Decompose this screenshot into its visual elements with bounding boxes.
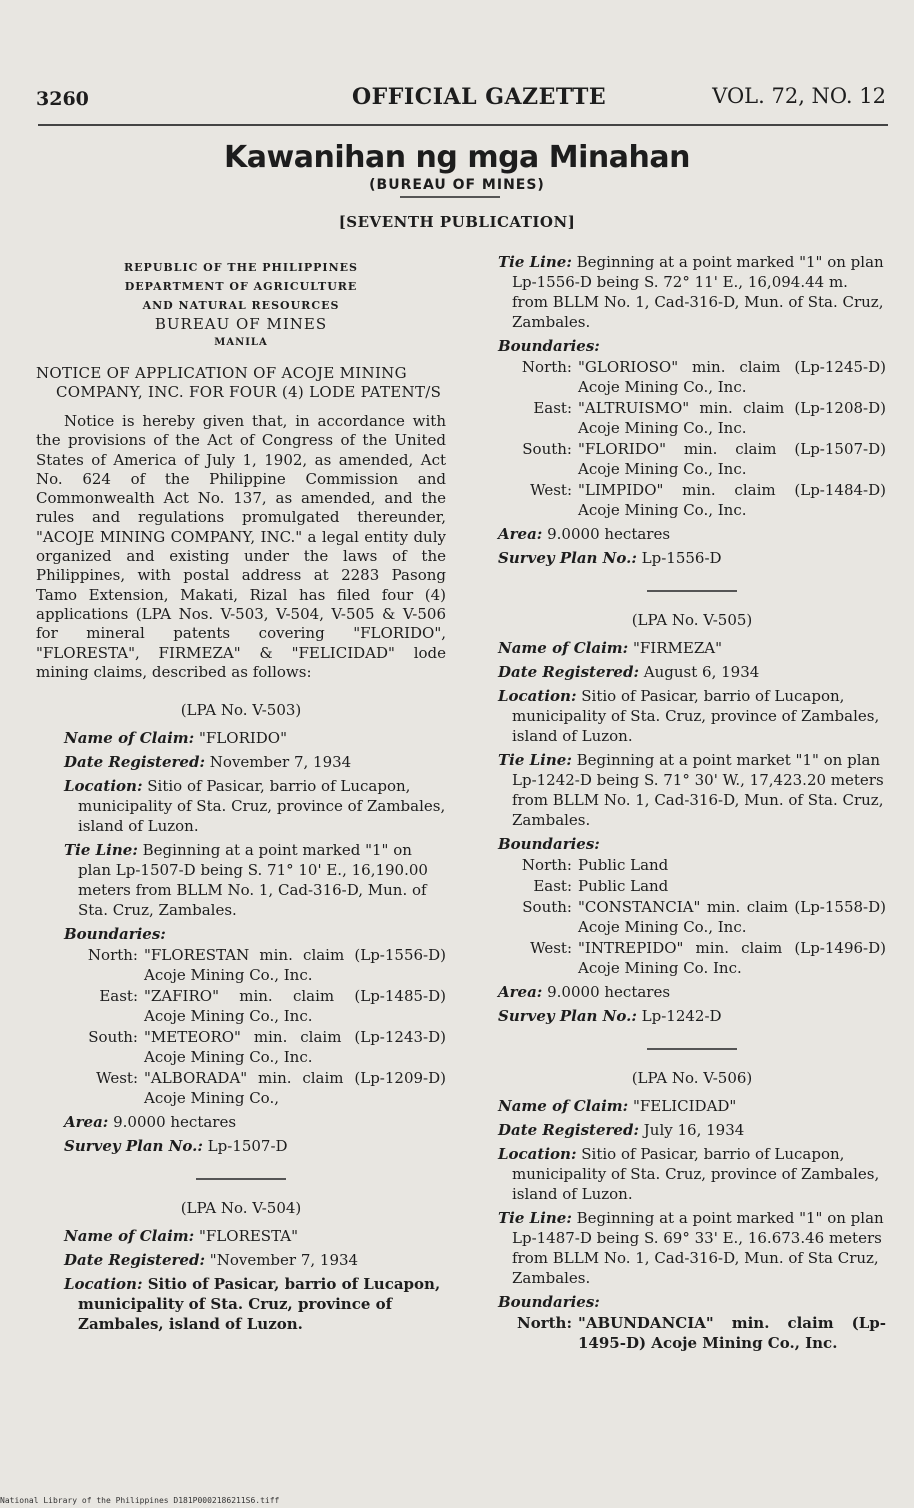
agency-line-5: MANILA [214, 337, 268, 348]
lpa-506-block [498, 1096, 886, 1353]
publication-title: OFFICIAL GAZETTE [352, 84, 607, 110]
lpa-505-name: Name of Claim: "FIRMEZA" [498, 639, 722, 657]
lpa-504-survey-plan: Survey Plan No.: Lp-1556-D [498, 549, 722, 567]
lpa-504-name: Name of Claim: "FLORESTA" [64, 1227, 299, 1246]
lpa-503-date: Date Registered: November 7, 1934 [64, 753, 352, 772]
lpa-503-east: East: "ZAFIRO" min. claim (Lp-1485-D) Acoje Mining Co., Inc. [99, 987, 446, 1026]
lpa-503-boundaries-label: Boundaries: [64, 925, 166, 944]
lpa-503-location: Location: Sitio of Pasicar, barrio of Lucapon, municipality of Sta. Cruz, province of Zambales, island of Luzon. [64, 777, 446, 836]
left-column [36, 258, 446, 1334]
lpa-504-north: North: "GLORIOSO" min. claim (Lp-1245-D) Acoje Mining Co., Inc. [521, 358, 886, 396]
section-divider [196, 1178, 286, 1180]
lpa-503-tie-line: Tie Line: Beginning at a point marked "1" on plan Lp-1507-D being S. 71° 10' E., 16,190.00 meters from BLLM No. 1, Cad-316-D, Mun. of Sta. Cruz, Zambales. [64, 841, 428, 920]
page-number: 3260 [36, 88, 89, 110]
lpa-504-east: East: "ALTRUISMO" min. claim (Lp-1208-D) Acoje Mining Co., Inc. [533, 399, 886, 437]
lpa-505-west: West: "INTREPIDO" min. claim (Lp-1496-D) Acoje Mining Co. Inc. [530, 939, 886, 977]
lpa-503-heading: (LPA No. V-503) [180, 701, 302, 720]
lpa-505-date: Date Registered: August 6, 1934 [498, 663, 760, 681]
lpa-504-tie-line: Tie Line: Beginning at a point marked "1" on plan Lp-1556-D being S. 72° 11' E., 16,094.44 m. from BLLM No. 1, Cad-316-D, Mun. of Sta. Cruz, Zambales. [498, 253, 884, 331]
lpa-504-continued [498, 252, 886, 568]
lpa-505-area: Area: 9.0000 hectares [498, 983, 671, 1001]
lpa-503-north: North: "FLORESTAN min. claim (Lp-1556-D) Acoje Mining Co., Inc. [87, 946, 446, 985]
lpa-504-boundaries-label: Boundaries: [498, 337, 600, 355]
right-column [498, 248, 886, 1353]
lpa-504-date: Date Registered: "November 7, 1934 [64, 1251, 359, 1270]
lpa-503-block [36, 728, 446, 1156]
lpa-503-south: South: "METEORO" min. claim (Lp-1243-D) Acoje Mining Co., Inc. [88, 1028, 446, 1067]
bureau-title: Kawanihan ng mga Minahan [224, 140, 690, 175]
lpa-503-name: Name of Claim: "FLORIDO" [64, 729, 288, 748]
agency-line-2: DEPARTMENT OF AGRICULTURE [124, 280, 358, 293]
agency-line-1: REPUBLIC OF THE PHILIPPINES [124, 261, 358, 274]
lpa-506-name: Name of Claim: "FELICIDAD" [498, 1097, 737, 1115]
volume-number: VOL. 72, NO. 12 [712, 84, 886, 108]
agency-line-4: BUREAU OF MINES [154, 315, 328, 333]
lpa-503-area: Area: 9.0000 hectares [64, 1113, 237, 1132]
lpa-506-date: Date Registered: July 16, 1934 [498, 1121, 745, 1139]
lpa-506-tie-line: Tie Line: Beginning at a point marked "1" on plan Lp-1487-D being S. 69° 33' E., 16.673.46 meters from BLLM No. 1, Cad-316-D, Mun. of Sta Cruz, Zambales. [498, 1209, 884, 1287]
running-head [36, 84, 886, 114]
lpa-505-north: North: Public Land [521, 856, 669, 874]
lpa-506-location: Location: Sitio of Pasicar, barrio of Lucapon, municipality of Sta. Cruz, province of Zambales, island of Luzon. [498, 1145, 880, 1203]
lpa-505-heading: (LPA No. V-505) [631, 611, 753, 629]
notice-body: Notice is hereby given that, in accordance with the provisions of the Act of Congress of the United States of America of July 1, 1902, as amended, Act No. 624 of the Philippine Commission and Commonwealth Act No. 137, as amended, and the rules and regulations promulgated thereunder, "ACOJE MINING COMPANY, INC." a legal entity duly organized and existing under the laws of the Philippines, with postal address at 2283 Pasong Tamo Extension, Makati, Rizal has filed four (4) applications (LPA Nos. V-503, V-504, V-505 & V-506 for mineral patents covering "FLORIDO", "FLORESTA", FIRMEZA" & "FELICIDAD" lode mining claims, described as follows: [36, 412, 446, 681]
lpa-504-south: South: "FLORIDO" min. claim (Lp-1507-D) Acoje Mining Co., Inc. [522, 440, 886, 478]
lpa-503-west: West: "ALBORADA" min. claim (Lp-1209-D) Acoje Mining Co., [96, 1069, 446, 1108]
lpa-505-tie-line: Tie Line: Beginning at a point market "1" on plan Lp-1242-D being S. 71° 30' W., 17,423.20 meters from BLLM No. 1, Cad-316-D, Mun. of Sta. Cruz, Zambales. [498, 751, 884, 829]
lpa-505-boundaries-label: Boundaries: [498, 835, 600, 853]
lpa-504-location: Location: Sitio of Pasicar, barrio of Lucapon, municipality of Sta. Cruz, province of Zambales, island of Luzon. [64, 1275, 441, 1334]
notice-title: NOTICE OF APPLICATION OF ACOJE MINING COMPANY, INC. FOR FOUR (4) LODE PATENT/S [36, 364, 442, 401]
lpa-505-block [498, 638, 886, 1026]
lpa-505-south: South: "CONSTANCIA" min. claim (Lp-1558-D) Acoje Mining Co., Inc. [522, 898, 886, 936]
header-rule [38, 124, 888, 126]
title-rule [400, 196, 500, 198]
lpa-504-heading: (LPA No. V-504) [180, 1199, 302, 1218]
agency-line-3: AND NATURAL RESOURCES [142, 299, 340, 312]
lpa-504-west: West: "LIMPIDO" min. claim (Lp-1484-D) Acoje Mining Co., Inc. [530, 481, 886, 519]
lpa-506-north: North: "ABUNDANCIA" min. claim (Lp-1495-D) Acoje Mining Co., Inc. [517, 1314, 886, 1352]
lpa-505-location: Location: Sitio of Pasicar, barrio of Lucapon, municipality of Sta. Cruz, province of Zambales, island of Luzon. [498, 687, 880, 745]
scan-footer: National Library of the Philippines D181P0002186211S6.tiff [0, 1496, 280, 1505]
bureau-subtitle: (BUREAU OF MINES) [369, 177, 545, 193]
lpa-504-area: Area: 9.0000 hectares [498, 525, 671, 543]
lpa-505-survey-plan: Survey Plan No.: Lp-1242-D [498, 1007, 722, 1025]
publication-note: [SEVENTH PUBLICATION] [338, 213, 576, 231]
lpa-504-block [36, 1226, 446, 1334]
lpa-506-boundaries-label: Boundaries: [498, 1293, 600, 1311]
section-divider [647, 590, 737, 592]
lpa-506-heading: (LPA No. V-506) [631, 1069, 753, 1087]
lpa-505-east: East: Public Land [533, 877, 669, 895]
section-divider [647, 1048, 737, 1050]
lpa-503-survey-plan: Survey Plan No.: Lp-1507-D [64, 1137, 288, 1156]
